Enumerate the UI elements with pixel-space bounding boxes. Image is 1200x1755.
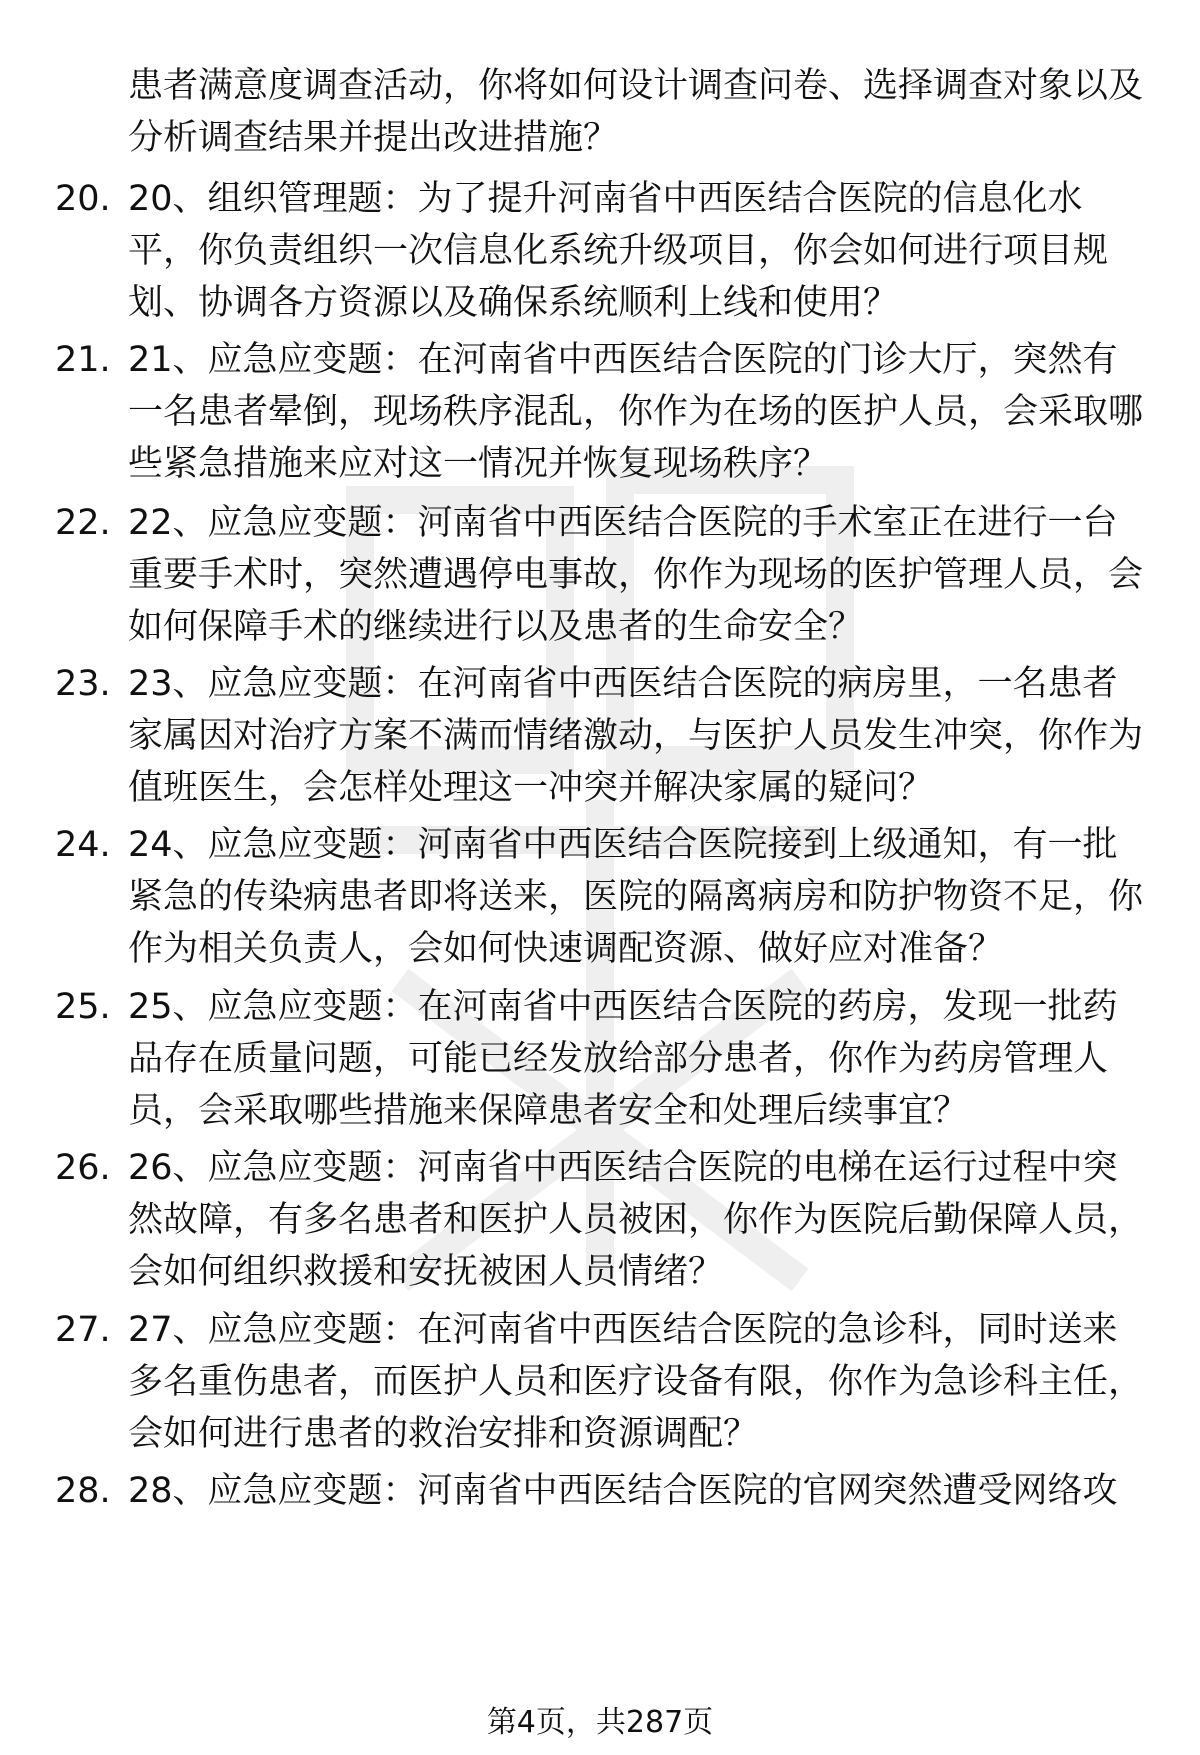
question-text: 27、应急应变题：在河南省中西医结合医院的急诊科，同时送来多名重伤患者，而医护人员和医疗设备有限，你作为急诊科主任，会如何进行患者的救治安排和资源调配？	[128, 1310, 1144, 1454]
question-text: 22、应急应变题：河南省中西医结合医院的手术室正在进行一台重要手术时，突然遭遇停电事故，你作为现场的医护管理人员，会如何保障手术的继续进行以及患者的生命安全？	[128, 503, 1144, 647]
page-footer: 第4页，共287页	[486, 1705, 714, 1740]
question-text: 23、应急应变题：在河南省中西医结合医院的病房里，一名患者家属因对治疗方案不满而情绪激动，与医护人员发生冲突，你作为值班医生，会怎样处理这一冲突并解决家属的疑问？	[128, 664, 1144, 808]
question-text: 21、应急应变题：在河南省中西医结合医院的门诊大厅，突然有一名患者晕倒，现场秩序混乱，你作为在场的医护人员，会采取哪些紧急措施来应对这一情况并恢复现场秩序？	[128, 340, 1144, 484]
question-text: 20、组织管理题：为了提升河南省中西医结合医院的信息化水平，你负责组织一次信息化系统升级项目，你会如何进行项目规划、协调各方资源以及确保系统顺利上线和使用？	[128, 179, 1109, 323]
question-number: 28.	[55, 1471, 111, 1511]
question-number: 25.	[55, 987, 111, 1027]
question-number: 21.	[55, 340, 111, 380]
question-text: 25、应急应变题：在河南省中西医结合医院的药房，发现一批药品存在质量问题，可能已经发放给部分患者，你作为药房管理人员，会采取哪些措施来保障患者安全和处理后续事宜？	[128, 987, 1118, 1131]
question-number: 27.	[55, 1310, 111, 1350]
question-text: 26、应急应变题：河南省中西医结合医院的电梯在运行过程中突然故障，有多名患者和医护人员被困，你作为医院后勤保障人员，会如何组织救援和安抚被困人员情绪？	[128, 1148, 1144, 1292]
question-number: 24.	[55, 825, 111, 865]
question-number: 26.	[55, 1148, 111, 1188]
continuation-paragraph: 患者满意度调查活动，你将如何设计调查问卷、选择调查对象以及分析调查结果并提出改进措施？	[128, 66, 1144, 158]
question-number: 20.	[55, 179, 111, 219]
question-number: 23.	[55, 664, 111, 704]
question-text: 24、应急应变题：河南省中西医结合医院接到上级通知，有一批紧急的传染病患者即将送来，医院的隔离病房和防护物资不足，你作为相关负责人，会如何快速调配资源、做好应对准备？	[128, 825, 1144, 969]
question-number: 22.	[55, 503, 111, 543]
question-text: 28、应急应变题：河南省中西医结合医院的官网突然遭受网络攻	[128, 1471, 1118, 1511]
